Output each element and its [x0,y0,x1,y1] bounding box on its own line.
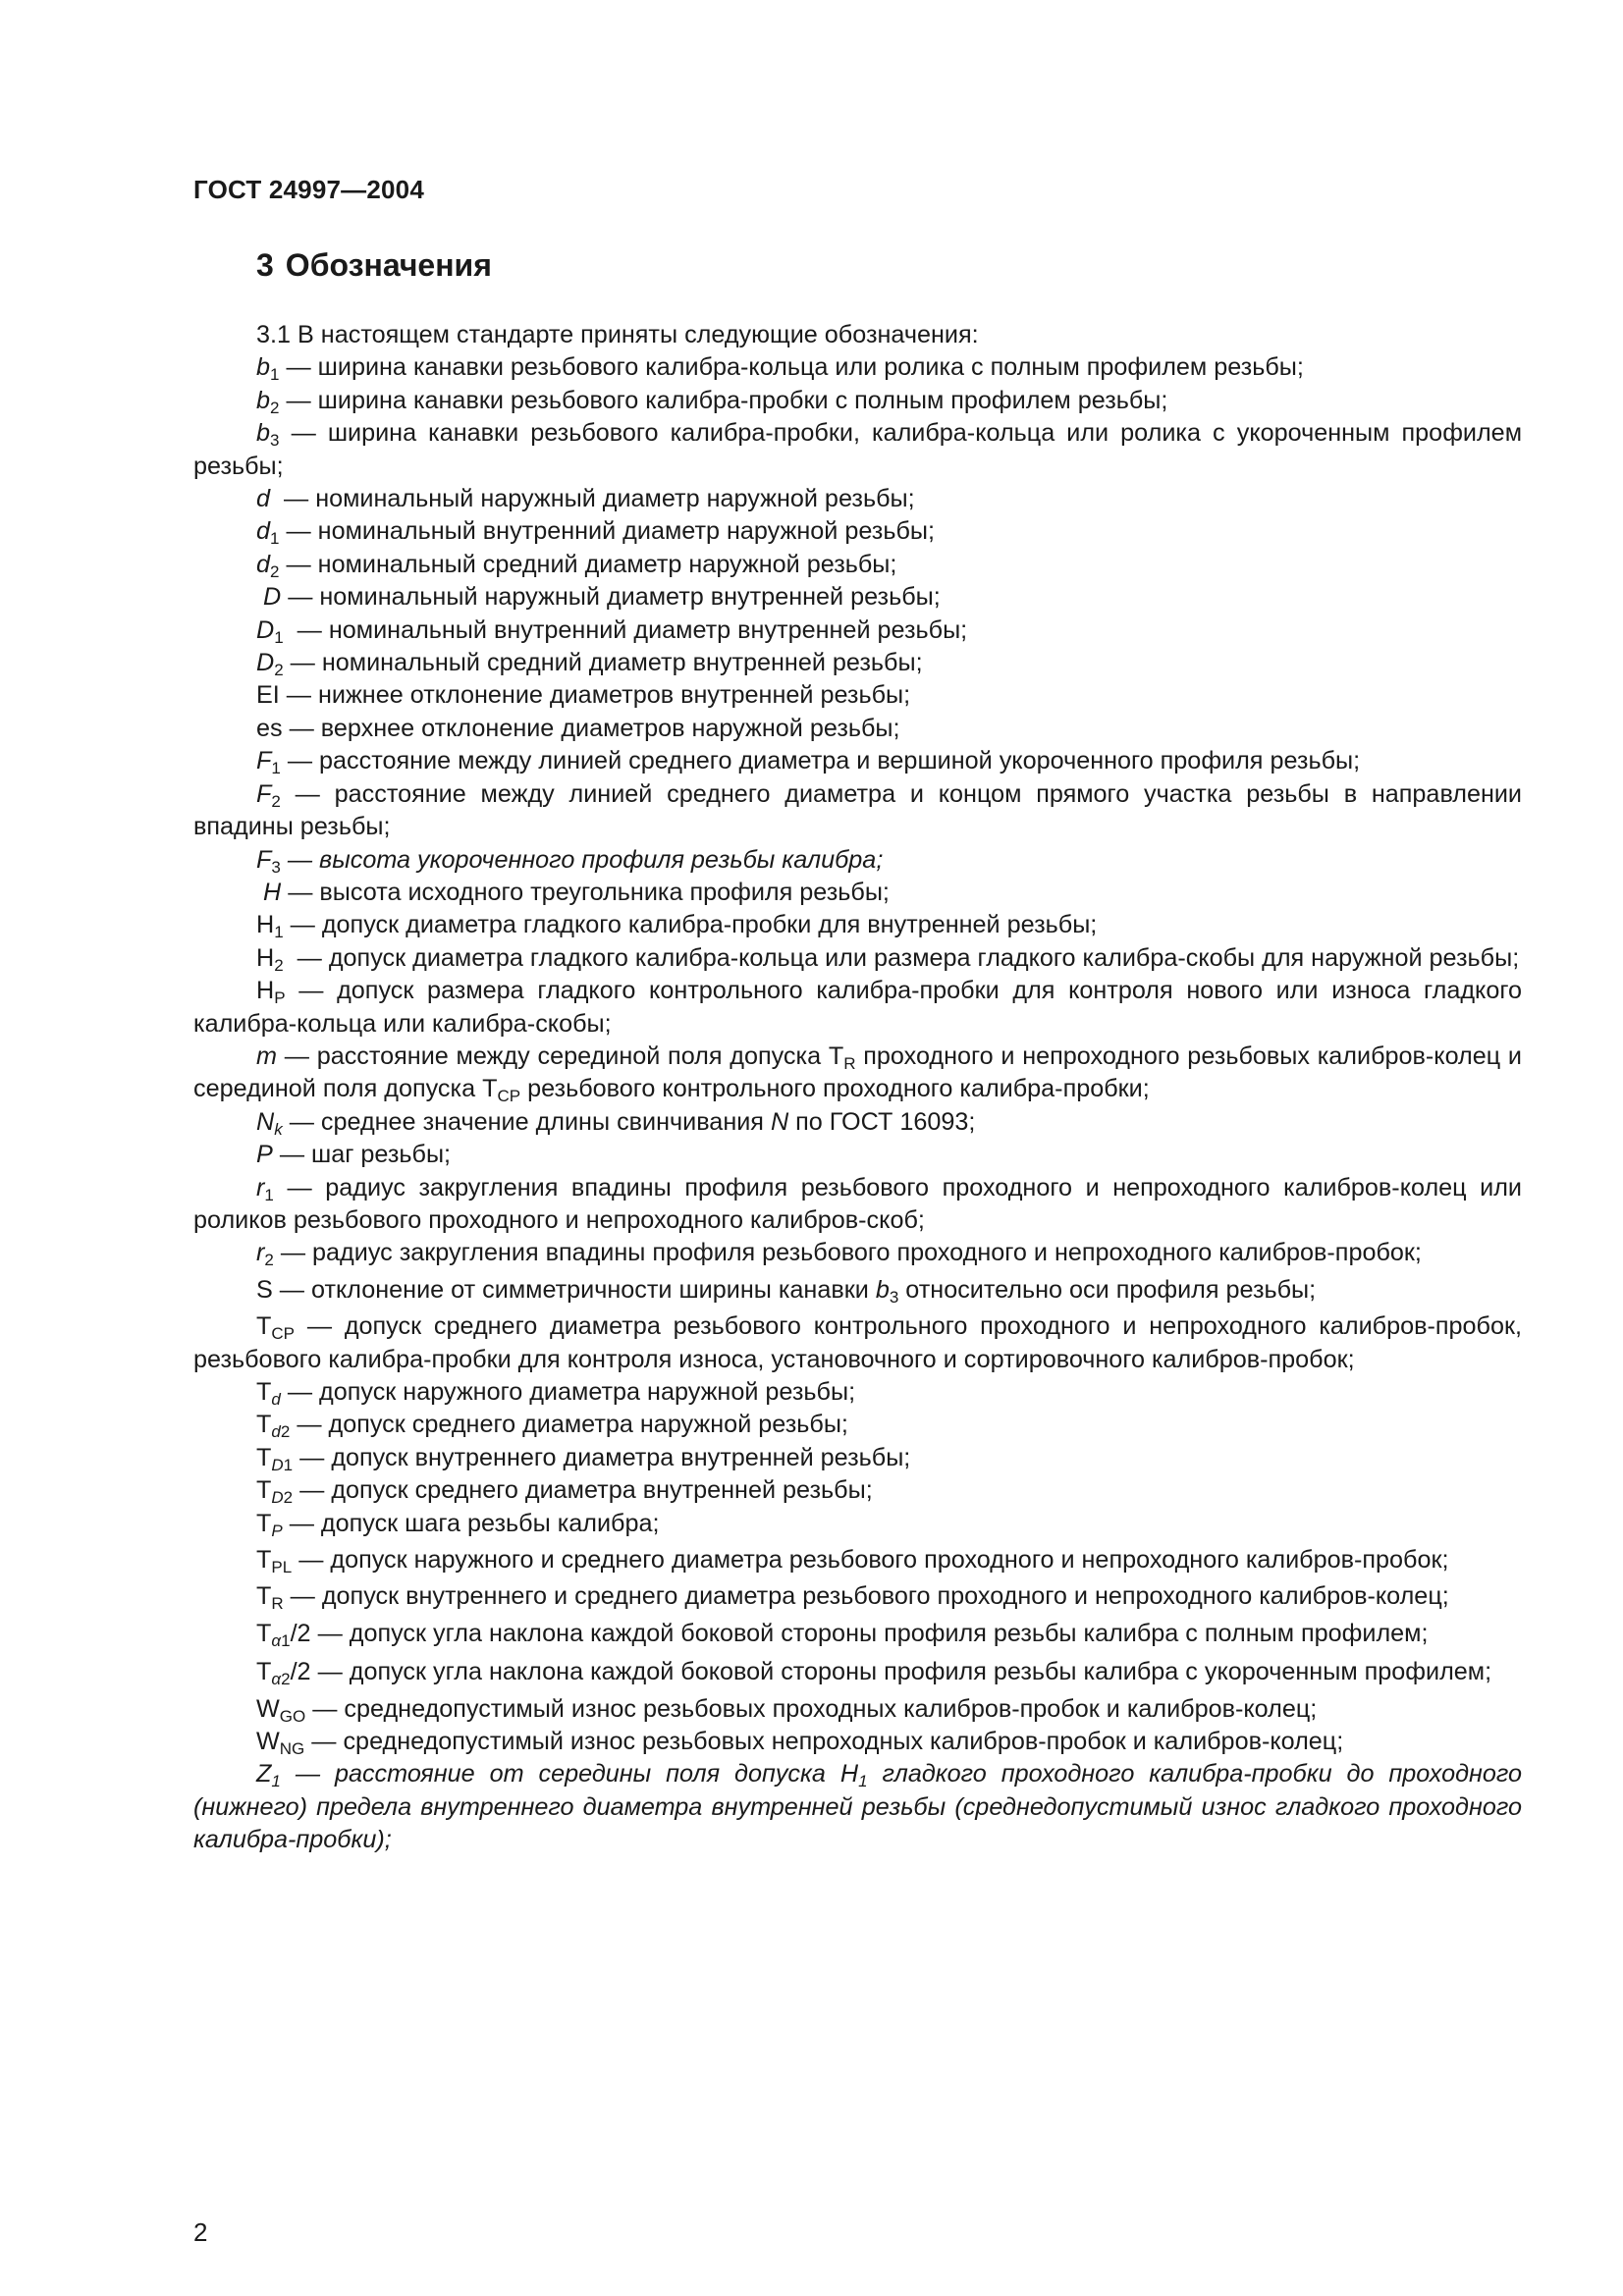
def-b3: $b_3$ — ширина канавки резьбового калибра-пробки, калибра-кольца или ролика с укороченным профилем резьбы; [193,419,1523,480]
def-Nk: $N_k$ — среднее значение длины свинчивания N по ГОСТ 16093; [256,1107,976,1139]
def-TP: $T_P$ — допуск шага резьбы калибра; [256,1509,660,1540]
def-D1: $D_1$ — номинальный внутренний диаметр внутренней резьбы; [256,615,968,647]
intro-paragraph: 3.1 В настоящем стандарте приняты следующие обозначения: [256,321,979,348]
def-d1: $d_1$ — номинальный внутренний диаметр наружной резьбы; [256,517,936,549]
section-number: 3 [256,247,274,283]
def-WNG: $W_{NG}$ — среднедопустимый износ резьбовых непроходных калибров-пробок и калибров-колец; [256,1728,1344,1759]
def-F2: $F_2$ — расстояние между линией среднего диаметра и концом прямого участка резьбы в направлении впадины резьбы; [193,779,1522,841]
def-F1: $F_1$ — расстояние между линией среднего диаметра и вершиной укороченного профиля резьбы; [256,747,1361,778]
def-F3: $F_3$ — высота укороченного профиля резьбы калибра; [256,845,884,877]
def-Ta2: $T_{\alpha 2}/2$ — допуск угла наклона каждой боковой стороны профиля резьбы калибра с укороченным профилем; [256,1658,1492,1689]
def-S: S — отклонение от симметричности ширины канавки $b_3$ относительно оси профиля резьбы; [256,1275,1317,1307]
def-D: D — номинальный наружный диаметр внутренней резьбы; [263,583,941,612]
def-TR: $T_R$ — допуск внутреннего и среднего диаметра резьбового проходного и непроходного калибров-колец; [256,1582,1449,1614]
def-HP: $H_P$ — допуск размера гладкого контрольного калибра-пробки для контроля нового или износа гладкого калибра-кольца или калибра-скобы; [193,977,1522,1038]
def-b1: $b_1$ — ширина канавки резьбового калибра-кольца или ролика с полным профилем резьбы; [256,353,1304,385]
def-r1: $r_1$ — радиус закругления впадины профиля резьбового проходного и непроходного калибров-колец или роликов резьбового проходного и непроходного калибров-скоб; [193,1173,1523,1234]
def-b2: $b_2$ — ширина канавки резьбового калибра-пробки с полным профилем резьбы; [256,386,1168,417]
def-d: d — номинальный наружный диаметр наружной резьбы; [256,485,915,513]
def-r2: $r_2$ — радиус закругления впадины профиля резьбового проходного и непроходного калибров-пробок; [256,1239,1422,1270]
document-header: ГОСТ 24997—2004 [193,175,424,204]
section-title: Обозначения [285,247,492,283]
def-TD1: $T_{D1}$ — допуск внутреннего диаметра внутренней резьбы; [256,1443,911,1474]
section-heading [256,247,492,284]
def-D2: $D_2$ — номинальный средний диаметр внутренней резьбы; [256,649,923,680]
def-TD2: $T_{D2}$ — допуск среднего диаметра внутренней резьбы; [256,1476,873,1508]
def-EI: EI — нижнее отклонение диаметров внутренней резьбы; [256,681,911,710]
def-m: m — расстояние между серединой поля допуска $T_R$ проходного и непроходного резьбовых калибров-колец и серединой поля допуска $T_{CP}$ резьбового контрольного проходного калибра-пробки; [193,1041,1522,1106]
page-number: 2 [193,2217,208,2247]
def-es: es — верхнее отклонение диаметров наружной резьбы; [256,714,900,742]
def-Z1: $Z_1$ — расстояние от середины поля допуска $H_1$ гладкого проходного калибра-пробки до проходного (нижнего) предела внутреннего диаметра внутренней резьбы (среднедопустимый износ гладкого проходного калибра-пробки); [193,1760,1523,1854]
def-Td: $T_d$ — допуск наружного диаметра наружной резьбы; [256,1378,856,1409]
def-TCP: $T_{CP}$ — допуск среднего диаметра резьбового контрольного проходного и непроходного калибров-пробок, резьбового калибра-пробки для контроля износа, установочного и сортировочного калибров-пробок; [193,1312,1523,1373]
def-WGO: $W_{GO}$ — среднедопустимый износ резьбовых проходных калибров-пробок и калибров-колец; [256,1694,1318,1726]
def-Ta1: $T_{\alpha 1}/2$ — допуск угла наклона каждой боковой стороны профиля резьбы калибра с полным профилем; [256,1619,1429,1650]
def-H: H — высота исходного треугольника профиля резьбы; [263,878,890,906]
def-d2: $d_2$ — номинальный средний диаметр наружной резьбы; [256,550,897,581]
def-H1: $H_1$ — допуск диаметра гладкого калибра-пробки для внутренней резьбы; [256,911,1098,942]
def-P: P — шаг резьбы; [256,1141,452,1169]
def-Td2: $T_{d2}$ — допуск среднего диаметра наружной резьбы; [256,1411,848,1442]
def-H2: $H_2$ — допуск диаметра гладкого калибра-кольца или размера гладкого калибра-скобы для наружной резьбы; [256,943,1520,975]
definitions-list [193,319,1522,1857]
def-TPL: $T_{PL}$ — допуск наружного и среднего диаметра резьбового проходного и непроходного калибров-пробок; [256,1546,1449,1577]
